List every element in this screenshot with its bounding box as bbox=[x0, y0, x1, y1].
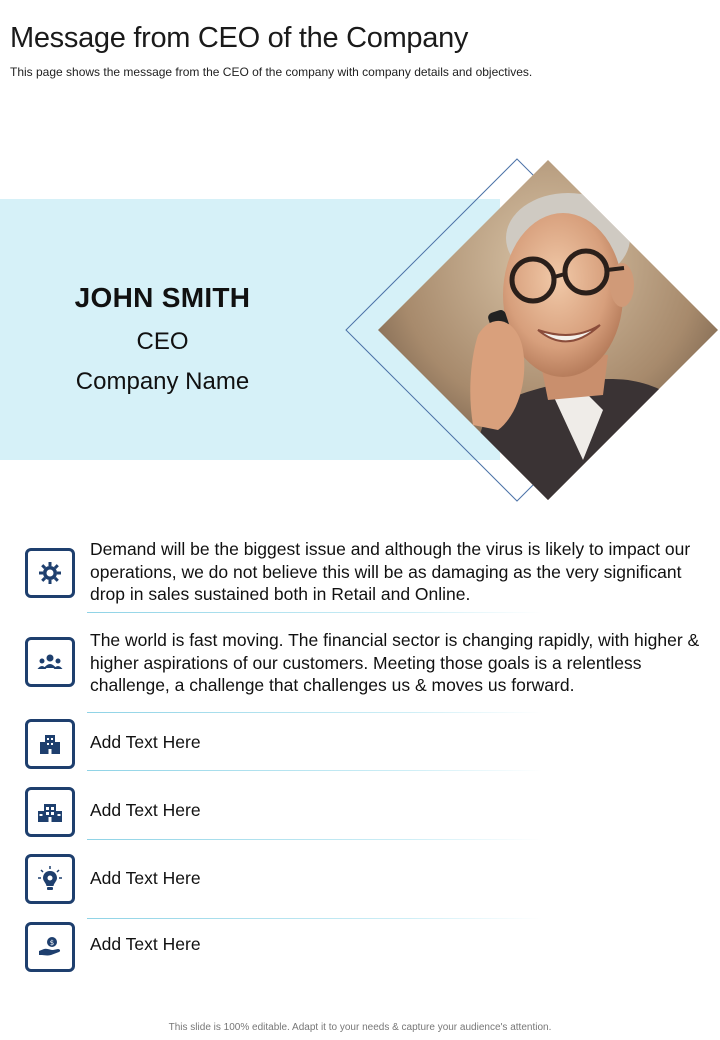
point-text: The world is fast moving. The financial sector is changing rapidly, with higher & higher aspirations of our customers. Meeting those goals is a relentless challenge, a challenge that challenges us & moves us forward. bbox=[90, 630, 700, 695]
svg-text:$: $ bbox=[49, 939, 55, 947]
ceo-name: JOHN SMITH bbox=[74, 282, 251, 313]
gear-brain-icon bbox=[25, 548, 75, 598]
ceo-company: Company Name bbox=[75, 368, 250, 395]
divider bbox=[87, 918, 542, 919]
page-title: Message from CEO of the Company bbox=[10, 22, 469, 54]
lightbulb-icon bbox=[25, 854, 75, 904]
team-icon bbox=[25, 637, 75, 687]
point-text: Add Text Here bbox=[90, 800, 201, 820]
point-text: Add Text Here bbox=[90, 934, 201, 954]
page-subtitle: This page shows the message from the CEO of the company with company details and objectives. bbox=[10, 65, 533, 79]
office-building-icon bbox=[25, 719, 75, 769]
buildings-icon bbox=[25, 787, 75, 837]
point-text: Add Text Here bbox=[90, 868, 201, 888]
point-text: Add Text Here bbox=[90, 732, 201, 752]
ceo-role: CEO bbox=[136, 328, 189, 355]
ceo-portrait-photo bbox=[378, 160, 718, 500]
divider bbox=[87, 612, 542, 613]
point-text: Demand will be the biggest issue and although the virus is likely to impact our operations, we do not believe this will be as damaging as the very significant drop in sales sustained both in Retail and Online. bbox=[90, 539, 691, 604]
divider bbox=[87, 839, 542, 840]
footer-note: This slide is 100% editable. Adapt it to your needs & capture your audience's attention. bbox=[168, 1022, 552, 1033]
divider bbox=[87, 712, 542, 713]
hand-money-icon bbox=[25, 922, 75, 972]
divider bbox=[87, 770, 542, 771]
